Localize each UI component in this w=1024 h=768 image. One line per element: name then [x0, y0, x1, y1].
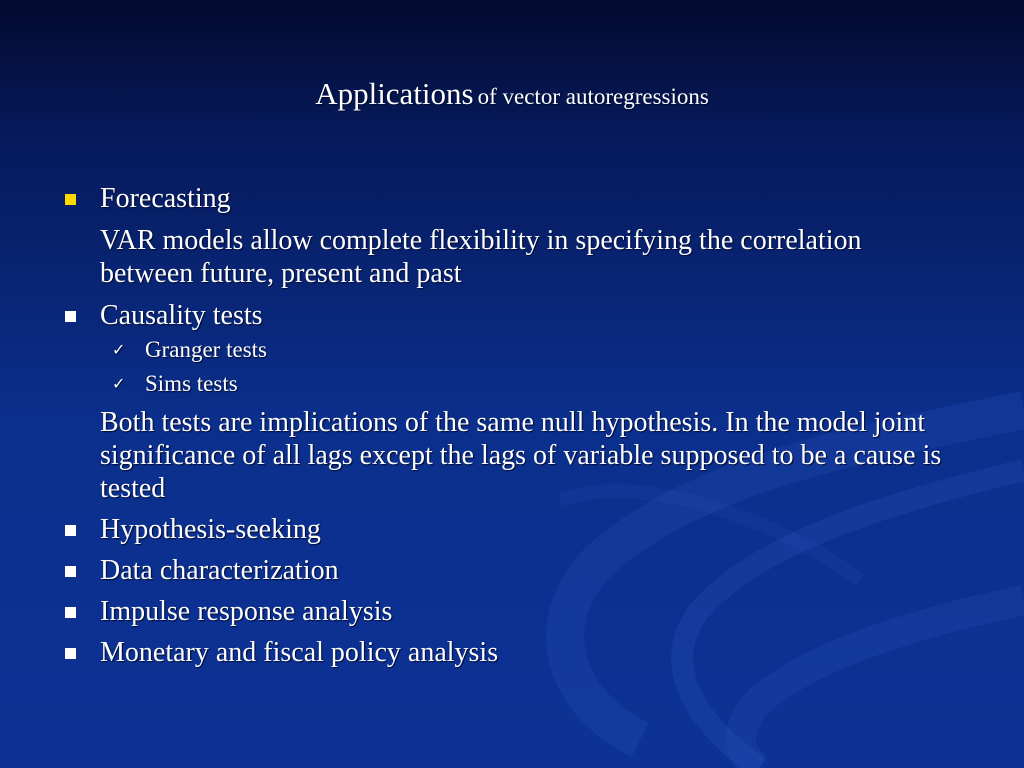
square-bullet-icon: [65, 648, 76, 659]
title-sub: of vector autoregressions: [477, 84, 709, 109]
checkmark-icon: ✓: [112, 374, 126, 393]
checkmark-icon: ✓: [112, 340, 126, 359]
bullet-label: Forecasting: [100, 183, 231, 214]
forecasting-description: VAR models allow complete flexibility in specifying the correlation between future, present and past: [100, 225, 862, 289]
bullet-label: Data characterization: [100, 555, 339, 586]
bullet-list: [60, 182, 960, 669]
square-bullet-icon: [65, 607, 76, 618]
bullet-label: Causality tests: [100, 300, 263, 331]
bullet-label: Monetary and fiscal policy analysis: [100, 637, 499, 668]
title-main: Applications: [315, 76, 474, 111]
slide-title: [0, 76, 1024, 112]
sub-bullet-label: Sims tests: [145, 371, 238, 396]
bullet-impulse-response: [60, 595, 960, 628]
bullet-label: Impulse response analysis: [100, 596, 393, 627]
sub-bullet-label: Granger tests: [145, 337, 267, 362]
bullet-hypothesis-seeking: [60, 513, 960, 546]
square-bullet-icon: [65, 566, 76, 577]
bullet-causality-tests: [60, 299, 960, 332]
square-bullet-icon: [65, 525, 76, 536]
sub-bullet-sims: [60, 370, 960, 398]
sub-bullet-granger: [60, 336, 960, 364]
bullet-forecasting: [60, 182, 960, 215]
bullet-data-characterization: [60, 554, 960, 587]
square-bullet-icon: [65, 311, 76, 322]
square-bullet-icon: [65, 194, 76, 205]
bullet-policy-analysis: [60, 636, 960, 669]
causality-description: Both tests are implications of the same null hypothesis. In the model joint significance of all lags except the lags of variable supposed to be a cause is tested: [100, 407, 942, 504]
bullet-label: Hypothesis-seeking: [100, 514, 321, 545]
